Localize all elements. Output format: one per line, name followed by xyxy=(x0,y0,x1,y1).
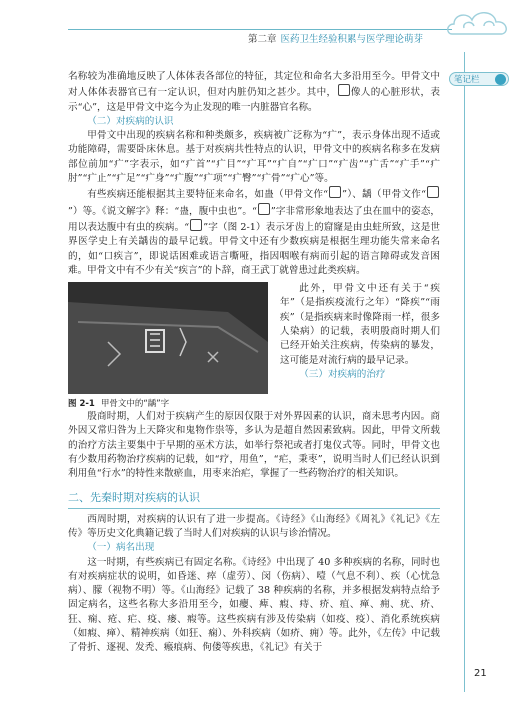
oracle-bone-rubbing-icon xyxy=(68,282,268,394)
page-body xyxy=(68,70,440,656)
section-title: 二、先秦时期对疾病的认识 xyxy=(68,490,200,504)
page-number: 21 xyxy=(474,668,487,679)
oracle-qu-glyph-icon xyxy=(190,219,202,231)
figure-number: 图 2-1 xyxy=(68,399,95,410)
chapter-title: 医药卫生经验积累与医学理论萌芽 xyxy=(280,34,424,45)
chapter-number: 第二章 xyxy=(248,34,277,45)
paragraph-text: 名称较为准确地反映了人体体表各部位的特征，其定位和命名大多沿用至今。甲骨文中对人体体表器官已有一定认识，但对内脏仍知之甚少。其中， xyxy=(68,71,440,99)
note-column-label: 笔记栏 xyxy=(454,75,480,85)
running-head xyxy=(248,31,423,45)
paragraph: 此外，甲骨文中还有关于“疾年”（是指疾疫流行之年）“降疾”“雨疾”（是指疾病来时像降雨一样，很多人染病）的记载，表明殷商时期人们已经开始关注疾病，传染病的暴发，这可能是对流行病的最早记录。 xyxy=(280,283,440,366)
note-column-tab xyxy=(449,72,509,86)
oracle-gu-glyph-icon xyxy=(258,203,270,215)
paragraph-text: 有些疾病还能根据其主要特征来命名，如蛊（甲骨文作“ xyxy=(87,189,329,201)
oracle-gu-glyph-icon xyxy=(329,186,341,198)
section-heading xyxy=(68,488,440,509)
paragraph: 西周时期，对疾病的认识有了进一步提高。《诗经》《山海经》《周礼》《礼记》《左传》等历史文化典籍记载了当时人们对疾病的认识与诊治情况。 xyxy=(68,513,440,539)
paragraph-text: ”）、龋（甲骨文作“ xyxy=(342,189,427,201)
cloud-ornament-icon xyxy=(444,4,514,44)
figure-caption xyxy=(68,398,268,410)
figure-side-text xyxy=(280,282,440,410)
figure-2-1 xyxy=(68,282,268,410)
paragraph: 甲骨文中出现的疾病名称和种类颇多，疾病被广泛称为“疒”，表示身体出现不适或功能障碍，需要卧床休息。基于对疾病共性特点的认识，甲骨文中的疾病名称多在发病部位前加“疒”字表示，如“疒首”“疒目”“疒耳”“疒自”“疒口”“疒齿”“疒舌”“疒手”“疒肘”“疒止”“疒足”“疒身”“疒腹”“疒项”“疒臀”“疒骨”“疒心”等。 xyxy=(68,130,440,185)
pen-icon xyxy=(495,74,506,85)
header-rule xyxy=(68,29,452,30)
oracle-qu-glyph-icon xyxy=(427,186,439,198)
paragraph: 这一时期，有些疾病已有固定名称。《诗经》中出现了 40 多种疾病的名称，同时也有对疾病症状的说明，如昏迷、瘁（虚劳）、闵（伤病）、噎（气息不利）、疾（心忧急病）、朦（视物不明）等。《山海经》记载了 38 种疾病的名称，并多根据发病特点给予固定病名，这些名称大多沿用至今，如瘿、痺、瘕、痔、疥、疽、瘅、痈、疣、疥、狂、痫、疮、疟、疫、瘘、瘕等。这些疾病有涉及传染病（如疫、疫）、消化系统疾病（如瘕、瘅）、精神疾病（如狂、痫）、外科疾病（如疥、痈）等。此外，《左传》中记载了骨折、逐视、发秃、瘢痕病、佝偻等疾患，《礼记》有关于 xyxy=(68,556,440,654)
page-header xyxy=(0,0,520,52)
figure-row xyxy=(68,282,440,410)
subheading: （三）对疾病的治疗 xyxy=(299,368,386,380)
subheading: （二）对疾病的认识 xyxy=(87,115,174,127)
paragraph xyxy=(68,70,440,115)
paragraph-text: ”字非常形象地表达了虫在皿中的姿态，用以表达腹中有虫的疾病。“ xyxy=(68,205,441,233)
oracle-bone-photo xyxy=(68,282,268,394)
paragraph-text: 像人的心脏形状，表示“心”，这是甲骨文中迄今为止发现的唯一内脏器官名称。 xyxy=(68,87,440,113)
subheading: （一）病名出现 xyxy=(87,542,155,554)
paragraph-text: ”）等。《说文解字》释：“蛊，腹中虫也”。“ xyxy=(68,205,257,217)
note-column-rule xyxy=(464,52,465,692)
paragraph: 殷商时期，人们对于疾病产生的原因仅限于对外界因素的认识，商未思考内因。商外因又常归咎为上天降灾和鬼物作祟等，多认为是超自然因素致病。因此，甲骨文所载的治疗方法主要集中于早期的巫术方法，如举行祭祀或者打鬼仪式等。同时，甲骨文也有少数用药物治疗疾病的记载，如“疗，用鱼”，“疟，秉枣”，说明当时人们已经认识到利用鱼“行水”的特性来散瘀血，用枣来治疟，掌握了一些药物治疗的相关知识。 xyxy=(68,411,440,480)
oracle-heart-glyph-icon xyxy=(338,84,350,96)
figure-caption-text: 甲骨文中的“龋”字 xyxy=(100,399,170,410)
paragraph xyxy=(68,186,440,278)
paragraph-text: ”字（图 2-1）表示牙齿上的窟窿是由虫蛀所致，这是世界医学史上有关龋齿的最早记载。甲骨文中还有少数疾病是根据生理功能失常来命名的，如“口疾言”，即说话困难或语言嘶哑，指因咽喉有病而引起的语言障碍或发音困难。甲骨文中有不少有关“疾言”的卜辞，商王武丁就曾患过此类疾病。 xyxy=(68,221,441,276)
